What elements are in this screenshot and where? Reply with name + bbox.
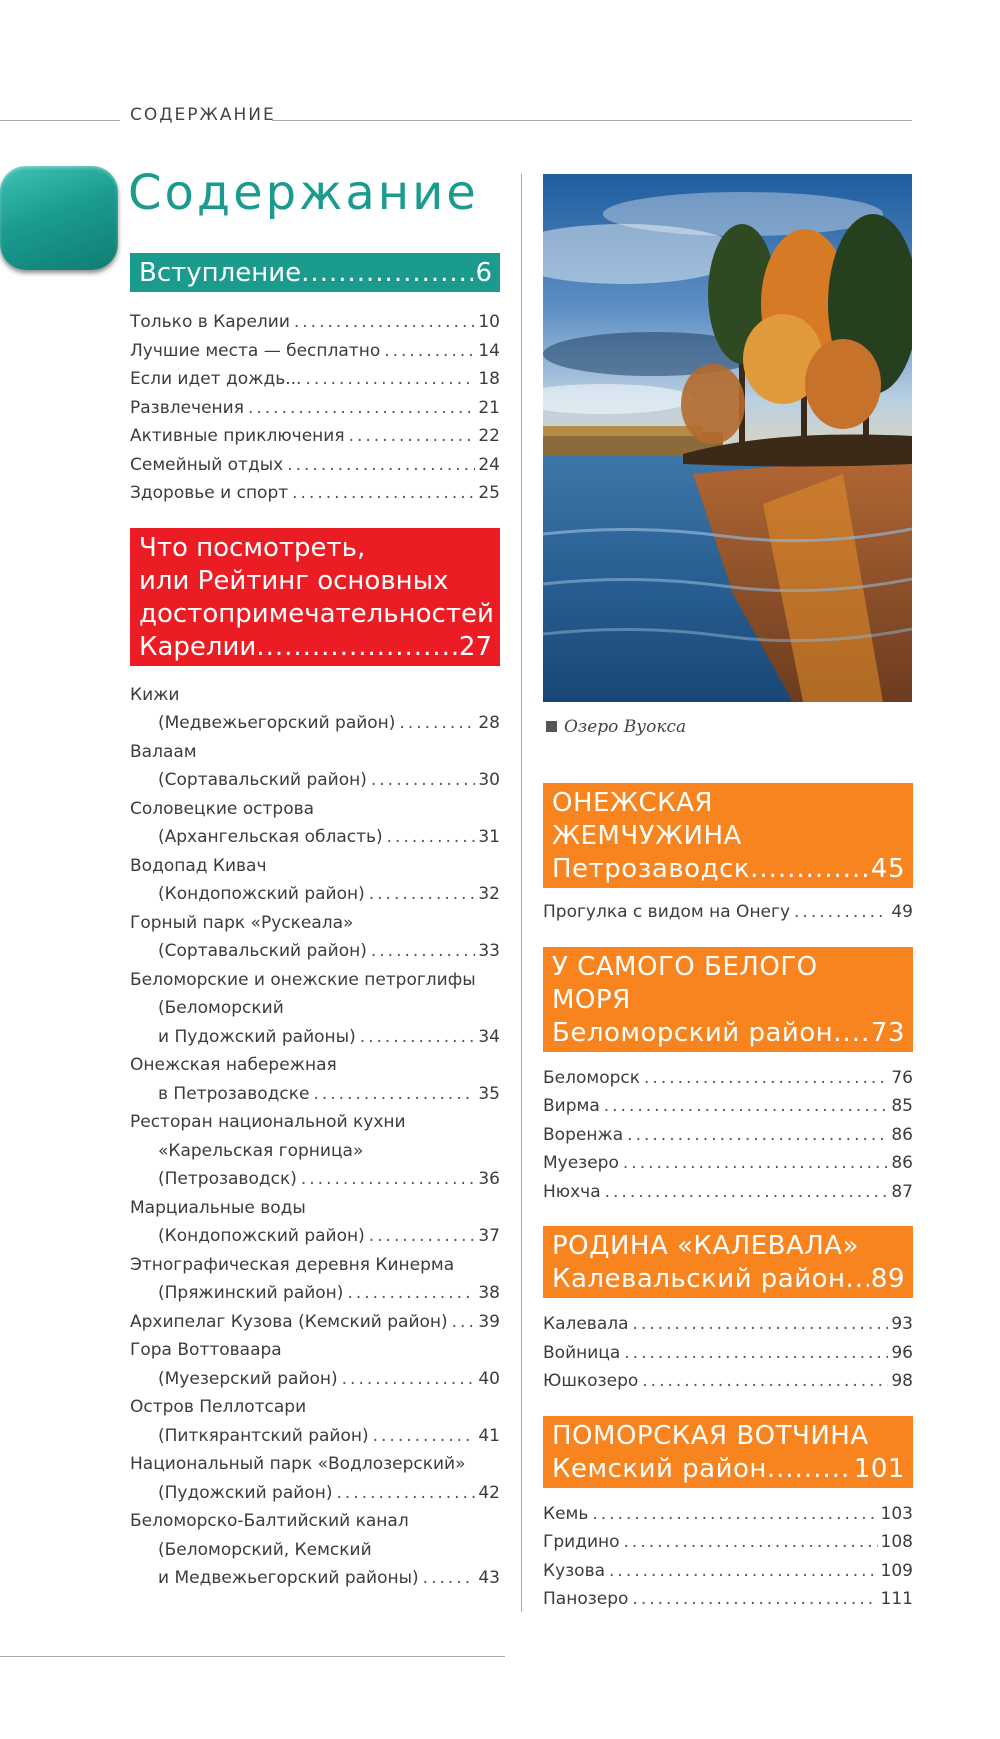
toc-entry-line: (Беломорский <box>158 998 284 1018</box>
toc-entry-page: 39 <box>478 1311 500 1332</box>
toc-entry-line: Водопад Кивач <box>130 855 267 876</box>
toc-entry-label: Здоровье и спорт <box>130 483 289 503</box>
toc-entry-page: 22 <box>478 426 500 446</box>
toc-entry-page: 93 <box>891 1314 913 1334</box>
toc-entry[interactable] <box>130 1194 500 1251</box>
toc-entry[interactable] <box>130 1450 500 1507</box>
region-heading-page: 101 <box>853 1453 905 1484</box>
region-heading-page: 45 <box>870 854 905 884</box>
toc-entry[interactable] <box>543 898 913 927</box>
sights-heading-line: или Рейтинг основных <box>139 565 449 596</box>
toc-entry[interactable] <box>130 394 500 423</box>
header-rule-right <box>272 120 912 121</box>
toc-entry-line: Кижи <box>130 684 180 705</box>
toc-entry-label: Семейный отдых <box>130 454 284 475</box>
toc-entry[interactable] <box>130 738 500 795</box>
toc-entry-page: 85 <box>891 1096 913 1116</box>
region-heading-sub: Калевальский район <box>552 1264 846 1294</box>
leader-dots <box>833 1017 869 1050</box>
chapter-tab-block <box>0 166 118 270</box>
sights-heading-line: Карелии <box>139 631 257 662</box>
toc-entry-page: 87 <box>891 1181 913 1202</box>
toc-entry[interactable] <box>130 1336 500 1393</box>
toc-entry-line: Беломорские и онежские петроглифы <box>130 969 476 990</box>
region-list <box>543 898 913 927</box>
leader-dots <box>767 1453 852 1486</box>
toc-entry-label: Гридино <box>543 1532 620 1552</box>
toc-entry[interactable] <box>543 1500 913 1529</box>
toc-entry-label: Кемь <box>543 1503 589 1524</box>
toc-entry-line: в Петрозаводске <box>158 1083 310 1104</box>
toc-entry-label: Активные приключения <box>130 426 345 446</box>
toc-entry[interactable] <box>543 1064 913 1093</box>
toc-entry-line: Гора Воттоваара <box>130 1340 282 1360</box>
intro-heading-label: Вступление <box>139 258 302 288</box>
toc-entry-line: (Беломорский, Кемский <box>158 1539 372 1560</box>
sights-heading-page: 27 <box>458 631 492 662</box>
toc-entry-line: Валаам <box>130 741 197 762</box>
toc-entry-page: 111 <box>880 1589 913 1609</box>
toc-entry-line: (Пряжинский район) <box>158 1283 344 1303</box>
toc-entry[interactable] <box>543 1557 913 1586</box>
toc-entry-page: 21 <box>478 397 500 418</box>
photo-caption <box>546 717 686 737</box>
toc-entry-label: Панозеро <box>543 1589 629 1609</box>
toc-entry-line: (Медвежьегорский район) <box>158 713 396 733</box>
toc-entry-label: Войница <box>543 1342 621 1363</box>
toc-entry[interactable] <box>543 1178 913 1207</box>
toc-entry[interactable] <box>543 1310 913 1339</box>
toc-entry[interactable] <box>543 1121 913 1150</box>
toc-entry[interactable] <box>130 1393 500 1450</box>
toc-entry[interactable] <box>130 795 500 852</box>
region-heading-line: ОНЕЖСКАЯ <box>552 788 713 818</box>
left-column <box>130 253 500 1593</box>
region-heading-sub: Кемский район <box>552 1453 767 1484</box>
toc-entry-page: 25 <box>478 483 500 503</box>
toc-entry[interactable] <box>130 451 500 480</box>
toc-entry[interactable] <box>130 308 500 337</box>
sights-heading-line: Что посмотреть, <box>139 532 366 563</box>
toc-entry-page: 103 <box>880 1503 913 1524</box>
region-heading-line: ЖЕМЧУЖИНА <box>552 821 742 851</box>
region-heading-line: У САМОГО БЕЛОГО МОРЯ <box>552 951 818 1015</box>
toc-entry-page: 32 <box>478 884 500 904</box>
toc-entry-label: Кузова <box>543 1560 606 1581</box>
photo-caption-text: Озеро Вуокса <box>564 717 687 737</box>
toc-entry-line: (Сортавальский район) <box>158 941 367 961</box>
toc-entry[interactable] <box>543 1092 913 1121</box>
toc-entry-line: (Петрозаводск) <box>158 1169 297 1189</box>
toc-entry[interactable] <box>130 1251 500 1308</box>
toc-entry[interactable] <box>130 966 500 1052</box>
lake-photo-illustration <box>543 174 912 702</box>
header-rule-left <box>0 120 120 121</box>
toc-entry-line: (Кондопожский район) <box>158 1226 365 1246</box>
toc-entry-line: и Медвежьегорский районы) <box>158 1568 419 1588</box>
footer-rule <box>0 1656 505 1657</box>
toc-entry-page: 18 <box>478 369 500 389</box>
toc-entry-label: Вирма <box>543 1096 600 1116</box>
toc-entry-label: Нюхча <box>543 1181 601 1202</box>
toc-entry-label: Муезеро <box>543 1153 619 1173</box>
toc-entry-page: 43 <box>478 1568 500 1588</box>
toc-entry[interactable] <box>130 1051 500 1108</box>
toc-entry[interactable] <box>130 909 500 966</box>
toc-entry[interactable] <box>130 852 500 909</box>
toc-entry-page: 49 <box>891 902 913 922</box>
region-heading-page: 73 <box>870 1017 905 1048</box>
toc-entry-line: (Муезерский район) <box>158 1368 338 1389</box>
toc-entry-label: Беломорск <box>543 1067 641 1088</box>
leader-dots <box>256 631 457 664</box>
toc-entry[interactable] <box>130 337 500 366</box>
region-list <box>543 1500 913 1614</box>
toc-entry-line: Беломорско-Балтийский канал <box>130 1511 409 1531</box>
region-list <box>543 1064 913 1207</box>
toc-entry-label: Лучшие места — бесплатно <box>130 340 381 361</box>
toc-entry-line: Горный парк «Рускеала» <box>130 912 354 933</box>
leader-dots <box>750 853 869 886</box>
toc-entry-page: 10 <box>478 312 500 332</box>
toc-entry-label: Юшкозеро <box>543 1371 639 1391</box>
toc-entry[interactable] <box>130 479 500 508</box>
toc-entry[interactable] <box>130 1108 500 1194</box>
toc-entry-page: 96 <box>891 1342 913 1363</box>
toc-entry-label: Калевала <box>543 1314 629 1334</box>
toc-entry-line: Национальный парк «Водлозерский» <box>130 1454 466 1474</box>
toc-entry[interactable] <box>543 1528 913 1557</box>
toc-entry-page: 109 <box>880 1560 913 1581</box>
toc-entry[interactable] <box>130 365 500 394</box>
toc-entry-page: 38 <box>478 1283 500 1303</box>
toc-entry-line: Архипелаг Кузова (Кемский район) <box>130 1311 448 1332</box>
toc-entry-page: 36 <box>478 1169 500 1189</box>
toc-entry-line: (Питкярантский район) <box>158 1425 369 1446</box>
region-heading-sub: Петрозаводск <box>552 854 751 884</box>
toc-entry-page: 42 <box>478 1482 500 1503</box>
leader-dots <box>301 257 473 290</box>
column-divider <box>521 174 522 1612</box>
toc-entry-page: 14 <box>478 340 500 361</box>
toc-entry-label: Развлечения <box>130 397 244 418</box>
region-heading[interactable] <box>543 1416 913 1488</box>
region-list <box>543 1310 913 1396</box>
toc-entry-page: 31 <box>478 827 500 847</box>
toc-entry[interactable] <box>130 422 500 451</box>
toc-entry-line: (Пудожский район) <box>158 1482 333 1503</box>
toc-entry-line: и Пудожский районы) <box>158 1026 356 1047</box>
toc-entry[interactable] <box>130 1507 500 1593</box>
sights-list <box>130 681 500 1593</box>
toc-entry-line: Марциальные воды <box>130 1197 306 1218</box>
region-heading-line: РОДИНА «КАЛЕВАЛА» <box>552 1231 860 1261</box>
toc-entry[interactable] <box>543 1339 913 1368</box>
toc-entry-line: Этнографическая деревня Кинерма <box>130 1254 455 1275</box>
toc-entry-line: Остров Пеллотсари <box>130 1397 307 1417</box>
running-head: СОДЕРЖАНИЕ <box>130 105 276 125</box>
toc-entry-page: 34 <box>478 1026 500 1047</box>
page-title: Содержание <box>128 165 479 221</box>
intro-list <box>130 308 500 508</box>
right-column <box>543 783 913 1614</box>
toc-entry-page: 41 <box>478 1425 500 1446</box>
sights-heading[interactable] <box>130 528 500 666</box>
toc-entry-page: 40 <box>478 1368 500 1389</box>
intro-heading-page: 6 <box>475 258 492 288</box>
toc-entry-label: Если идет дождь... <box>130 369 302 389</box>
lake-photo <box>543 174 912 702</box>
toc-entry-page: 76 <box>891 1067 913 1088</box>
toc-entry-page: 108 <box>880 1532 913 1552</box>
intro-heading[interactable] <box>130 253 500 292</box>
caption-bullet-icon <box>546 721 557 732</box>
toc-entry-label: Только в Карелии <box>130 312 290 332</box>
toc-entry-page: 24 <box>478 454 500 475</box>
toc-entry-page: 86 <box>891 1153 913 1173</box>
toc-entry-line: Соловецкие острова <box>130 798 315 819</box>
toc-entry[interactable] <box>543 1367 913 1396</box>
toc-entry-page: 98 <box>891 1371 913 1391</box>
toc-entry-page: 86 <box>891 1124 913 1145</box>
toc-entry-page: 37 <box>478 1226 500 1246</box>
toc-entry[interactable] <box>130 1308 500 1337</box>
toc-entry-line: (Сортавальский район) <box>158 770 367 790</box>
toc-entry-page: 35 <box>478 1083 500 1104</box>
toc-entry-page: 28 <box>478 713 500 733</box>
toc-entry-line: (Архангельская область) <box>158 827 383 847</box>
toc-entry-line: Ресторан национальной кухни <box>130 1112 406 1132</box>
toc-entry-line: Онежская набережная <box>130 1055 337 1075</box>
region-heading[interactable] <box>543 1226 913 1298</box>
toc-entry[interactable] <box>543 1585 913 1614</box>
region-heading-page: 89 <box>870 1264 905 1294</box>
toc-entry-page: 30 <box>478 770 500 790</box>
sights-heading-line: достопримечательностей <box>139 598 494 629</box>
region-heading[interactable] <box>543 783 913 888</box>
toc-entry-line: (Кондопожский район) <box>158 884 365 904</box>
toc-entry-label: Воренжа <box>543 1124 624 1145</box>
toc-entry-label: Прогулка с видом на Онегу <box>543 902 791 922</box>
region-heading-line: ПОМОРСКАЯ ВОТЧИНА <box>552 1420 869 1451</box>
toc-entry-line: «Карельская горница» <box>158 1140 364 1161</box>
region-heading-sub: Беломорский район <box>552 1017 834 1048</box>
leader-dots <box>846 1263 869 1296</box>
region-heading[interactable] <box>543 947 913 1052</box>
toc-entry[interactable] <box>130 681 500 738</box>
toc-entry-page: 33 <box>478 941 500 961</box>
toc-entry[interactable] <box>543 1149 913 1178</box>
